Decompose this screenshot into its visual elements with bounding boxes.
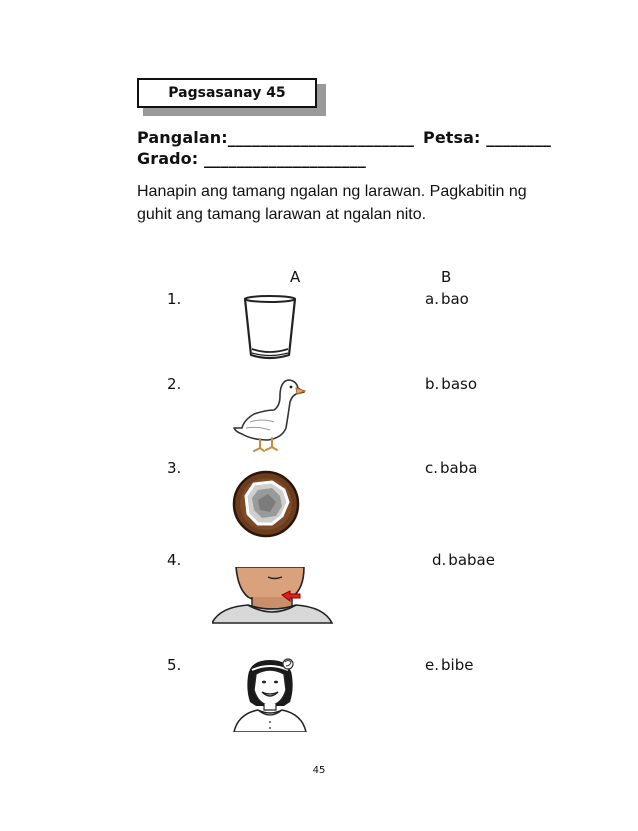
date-blank: ________ (486, 128, 552, 147)
answer-b-letter: b. (425, 375, 440, 393)
item-number-2: 2. (167, 375, 182, 393)
worksheet-title-text: Pagsasanay 45 (168, 85, 286, 101)
answer-d (432, 551, 495, 569)
answer-e (425, 656, 473, 674)
column-b-header: B (441, 268, 452, 286)
name-label: Pangalan: (137, 128, 228, 147)
worksheet-title (137, 78, 317, 108)
coconut-shell-icon (232, 470, 300, 538)
answer-e-letter: e. (425, 656, 439, 674)
answer-e-word: bibe (441, 656, 474, 674)
chin-icon (212, 567, 334, 625)
answer-a (425, 290, 469, 308)
name-blank: _______________________ (227, 128, 415, 147)
instructions: Hanapin ang tamang ngalan ng larawan. Pagkabitin ng guhit ang tamang larawan at ngalan nito. (137, 183, 527, 223)
date-label: Petsa: (423, 128, 481, 147)
grade-blank: ____________________ (203, 149, 366, 168)
column-a-header: A (290, 268, 301, 286)
answer-d-letter: d. (432, 551, 447, 569)
item-number-4: 4. (167, 551, 182, 569)
answer-c (425, 459, 477, 477)
glass-icon (240, 293, 300, 363)
answer-a-letter: a. (425, 290, 439, 308)
answer-b (425, 375, 477, 393)
answer-c-word: baba (440, 459, 478, 477)
date-field-row (423, 128, 551, 147)
name-field-row (137, 128, 414, 147)
answer-a-word: bao (440, 290, 469, 308)
grade-label: Grado: (137, 149, 199, 168)
item-number-5: 5. (167, 656, 182, 674)
woman-icon (228, 656, 312, 732)
answer-b-word: baso (441, 375, 478, 393)
duck-icon (230, 372, 306, 454)
page-number: 45 (312, 765, 326, 776)
answer-d-word: babae (448, 551, 495, 569)
item-number-1: 1. (167, 290, 182, 308)
answer-c-letter: c. (425, 459, 439, 477)
grade-field-row (137, 149, 366, 168)
item-number-3: 3. (167, 459, 182, 477)
